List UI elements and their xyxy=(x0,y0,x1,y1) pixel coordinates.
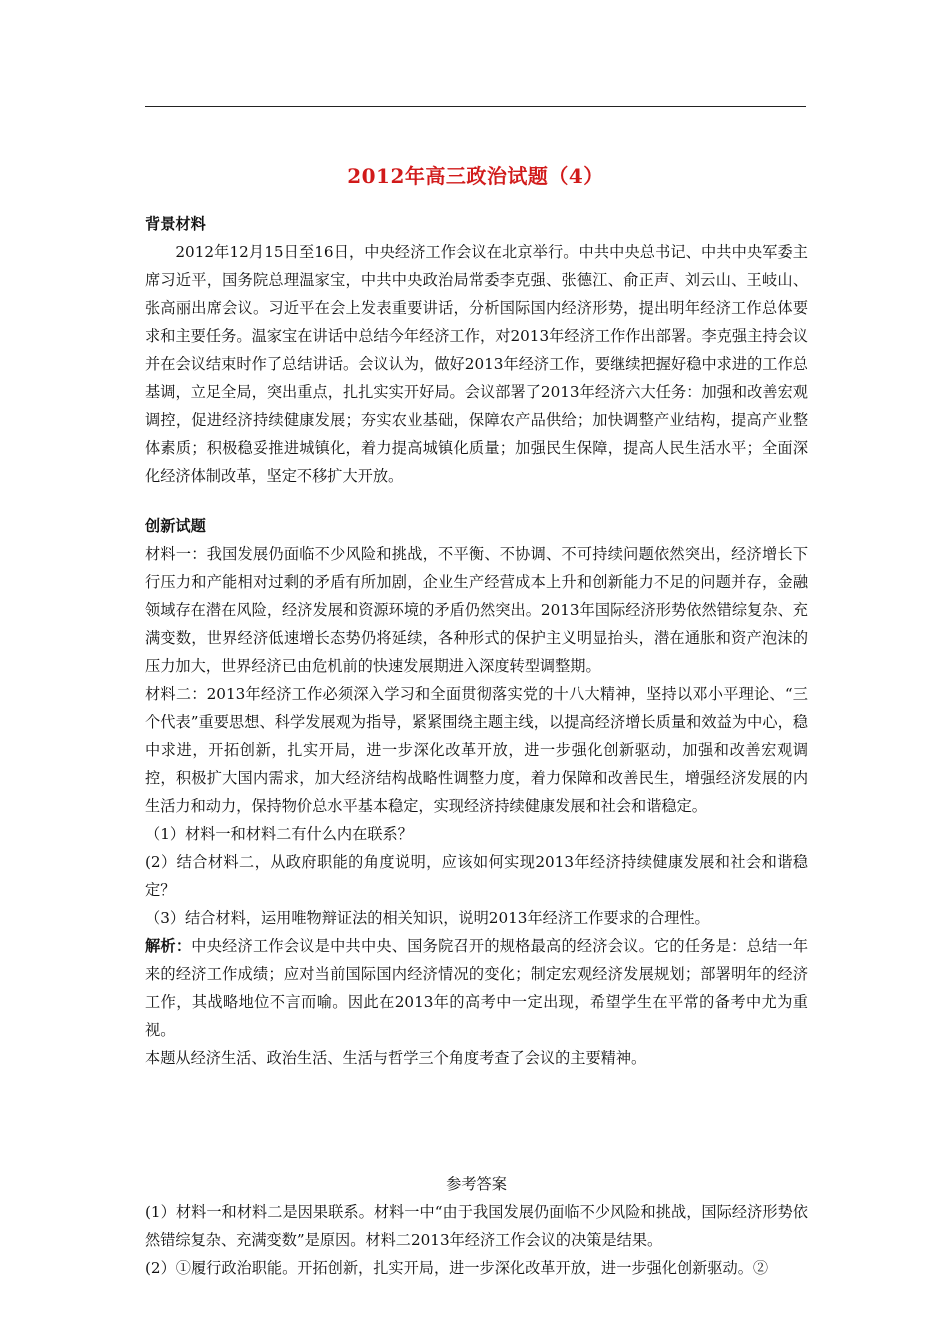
analysis-paragraph xyxy=(145,932,808,1044)
material-one: 材料一：我国发展仍面临不少风险和挑战，不平衡、不协调、不可持续问题依然突出，经济增长下行压力和产能相对过剩的矛盾有所加剧，企业生产经营成本上升和创新能力不足的问题并存，金融领域存在潜在风险，经济发展和资源环境的矛盾仍然突出。2013年国际经济形势依然错综复杂、充满变数，世界经济低速增长态势仍将延续，各种形式的保护主义明显抬头，潜在通胀和资产泡沫的压力加大，世界经济已由危机前的快速发展期进入深度转型调整期。 xyxy=(145,545,808,675)
question-3: （3）结合材料，运用唯物辩证法的相关知识，说明2013年经济工作要求的合理性。 xyxy=(145,909,710,927)
material-two: 材料二：2013年经济工作必须深入学习和全面贯彻落实党的十八大精神，坚持以邓小平理论、“三个代表”重要思想、科学发展观为指导，紧紧围绕主题主线，以提高经济增长质量和效益为中心，稳中求进，开拓创新，扎实开局，进一步深化改革开放，进一步强化创新驱动，加强和改善宏观调控，积极扩大国内需求，加大经济结构战略性调整力度，着力保障和改善民生，增强经济发展的内生活力和动力，保持物价总水平基本稳定，实现经济持续健康发展和社会和谐稳定。 xyxy=(145,685,808,815)
document-body xyxy=(145,210,808,1282)
spacer xyxy=(145,490,808,512)
background-paragraph: 2012年12月15日至16日，中央经济工作会议在北京举行。中共中央总书记、中共中央军委主席习近平，国务院总理温家宝，中共中央政治局常委李克强、张德江、俞正声、刘云山、王岐山、张高丽出席会议。习近平在会上发表重要讲话，分析国际国内经济形势，提出明年经济工作总体要求和主要任务。温家宝在讲话中总结今年经济工作，对2013年经济工作作出部署。李克强主持会议并在会议结束时作了总结讲话。会议认为，做好2013年经济工作，要继续把握好稳中求进的工作总基调，立足全局，突出重点，扎扎实实开好局。会议部署了2013年经济六大任务：加强和改善宏观调控，促进经济持续健康发展；夯实农业基础，保障农产品供给；加快调整产业结构，提高产业整体素质；积极稳妥推进城镇化，着力提高城镇化质量；加强民生保障，提高人民生活水平；全面深化经济体制改革，坚定不移扩大开放。 xyxy=(145,243,808,485)
innovation-heading: 创新试题 xyxy=(145,517,206,535)
answers-heading: 参考答案 xyxy=(446,1175,507,1193)
analysis-note: 本题从经济生活、政治生活、生活与哲学三个角度考查了会议的主要精神。 xyxy=(145,1049,647,1067)
answer-1: (1）材料一和材料二是因果联系。材料一中“由于我国发展仍面临不少风险和挑战，国际经济形势依然错综复杂、充满变数”是原因。材料二2013年经济工作会议的决策是结果。 xyxy=(145,1203,808,1249)
header-rule xyxy=(145,106,806,107)
background-heading: 背景材料 xyxy=(145,215,206,233)
answer-2: (2）①履行政治职能。开拓创新，扎实开局，进一步深化改革开放，进一步强化创新驱动。② xyxy=(145,1259,769,1277)
document-title: 2012年高三政治试题（4） xyxy=(347,164,604,188)
question-1: （1）材料一和材料二有什么内在联系？ xyxy=(145,825,413,843)
analysis-text: 中央经济工作会议是中共中央、国务院召开的规格最高的经济会议。它的任务是：总结一年来的经济工作成绩；应对当前国际国内经济情况的变化；制定宏观经济发展规划；部署明年的经济工作，其战略地位不言而喻。因此在2013年的高考中一定出现，希望学生在平常的备考中尤为重视。 xyxy=(145,937,809,1039)
analysis-label: 解析： xyxy=(145,937,192,955)
spacer xyxy=(145,1072,808,1170)
question-2: (2）结合材料二，从政府职能的角度说明，应该如何实现2013年经济持续健康发展和社会和谐稳定？ xyxy=(145,853,808,899)
